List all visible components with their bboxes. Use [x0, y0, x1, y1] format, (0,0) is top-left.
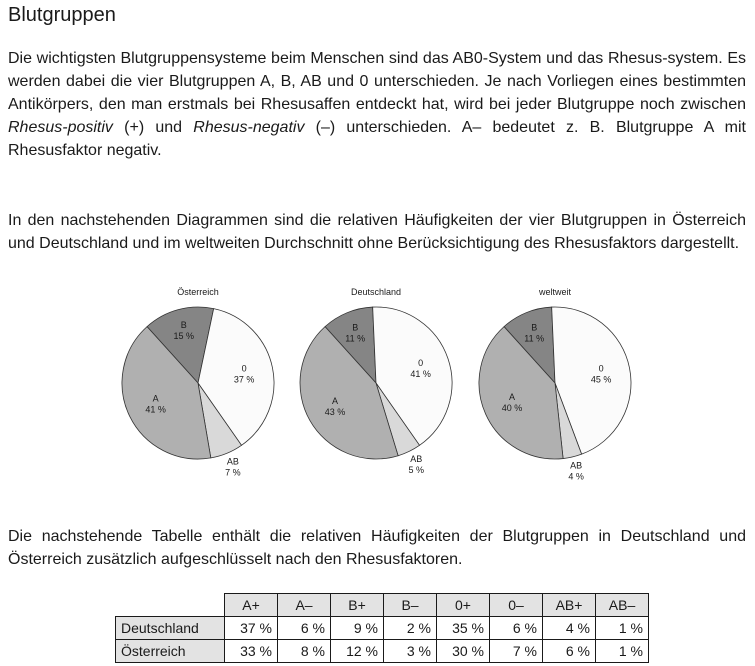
page-title: Blutgruppen [8, 4, 116, 26]
table-row-oesterreich [116, 640, 649, 663]
pie-label-a-österreich: A [152, 393, 159, 404]
pie-label-a-weltweit: A [508, 392, 515, 403]
pie-value-0-österreich: 37 % [233, 374, 255, 385]
pie-value-ab-österreich: 7 % [225, 467, 241, 478]
table-cell: 4 % [543, 617, 596, 640]
table-cell: 9 % [331, 617, 384, 640]
col-header: A+ [225, 594, 278, 617]
pie-charts-area [105, 278, 665, 500]
pie-label-0-deutschland: 0 [418, 357, 424, 368]
pie-value-ab-deutschland: 5 % [408, 464, 424, 475]
pie-value-0-deutschland: 41 % [410, 368, 431, 379]
pie-value-b-weltweit: 11 % [524, 333, 545, 344]
table-cell: 1 % [596, 617, 649, 640]
pie-value-a-deutschland: 43 % [324, 407, 346, 418]
table-cell: 33 % [225, 640, 278, 663]
table-cell: 37 % [225, 617, 278, 640]
intro-italic-rh-positive: Rhesus-positiv [8, 119, 113, 136]
table-row-deutschland [116, 617, 649, 640]
row-label: Österreich [116, 640, 225, 663]
pie-value-a-weltweit: 40 % [501, 403, 523, 414]
table-cell: 12 % [331, 640, 384, 663]
pie-label-ab-weltweit: AB [570, 460, 583, 471]
col-header: B– [384, 594, 437, 617]
pie-title-österreich: Österreich [177, 287, 219, 297]
table-cell: 1 % [596, 640, 649, 663]
table-cell: 2 % [384, 617, 437, 640]
pie-label-b-österreich: B [180, 320, 187, 331]
table-cell: 6 % [490, 617, 543, 640]
intro-paragraph [8, 47, 746, 162]
rhesus-table [115, 593, 649, 663]
table-cell: 30 % [437, 640, 490, 663]
intro-italic-rh-negative: Rhesus-negativ [193, 119, 305, 136]
row-label: Deutschland [116, 617, 225, 640]
pie-value-b-deutschland: 11 % [345, 333, 366, 344]
col-header: AB– [596, 594, 649, 617]
table-cell: 8 % [278, 640, 331, 663]
pie-label-a-deutschland: A [331, 396, 339, 407]
intro-text-2: (+) und [112, 119, 194, 136]
pie-value-b-österreich: 15 % [173, 331, 194, 342]
pie-value-a-österreich: 41 % [145, 404, 166, 415]
pie-label-b-weltweit: B [531, 322, 538, 333]
table-corner-cell [116, 594, 225, 617]
col-header: B+ [331, 594, 384, 617]
table-cell: 7 % [490, 640, 543, 663]
pie-label-ab-österreich: AB [226, 456, 239, 467]
pie-label-0-österreich: 0 [241, 363, 247, 374]
table-header-row [116, 594, 649, 617]
pie-charts-svg [105, 278, 665, 500]
pie-title-deutschland: Deutschland [350, 287, 402, 297]
pie-label-b-deutschland: B [352, 322, 359, 333]
table-cell: 6 % [278, 617, 331, 640]
table-cell: 35 % [437, 617, 490, 640]
pie-title-weltweit: weltweit [538, 287, 572, 297]
pie-label-ab-deutschland: AB [410, 453, 423, 464]
table-description-paragraph: Die nachstehende Tabelle enthält die relativen Häufigkeiten der Blutgruppen in Deutschland und Österreich zusätzlich aufgeschlüsselt nach den Rhesusfaktoren. [8, 528, 746, 568]
col-header: 0– [490, 594, 543, 617]
diagram-description-paragraph: In den nachstehenden Diagrammen sind die relativen Häufigkeiten der vier Blutgruppen in Österreich und Deutschland und im weltweiten Durchschnitt ohne Berücksichtigung des Rhesusfaktors dargestellt. [8, 212, 746, 252]
table-cell: 6 % [543, 640, 596, 663]
pie-value-ab-weltweit: 4 % [568, 471, 584, 482]
table-cell: 3 % [384, 640, 437, 663]
intro-text-3: (–) unterschieden. A– bedeutet z. B. Blutgruppe A mit Rhesusfaktor negativ. [8, 119, 746, 159]
pie-value-0-weltweit: 45 % [590, 374, 612, 385]
intro-text-1: Die wichtigsten Blutgruppensysteme beim Menschen sind das AB0-System und das Rhesus-system. Es werden dabei die vier Blutgruppen A, B, AB und 0 unterschieden. Je nach Vorliegen eines bestimmten Antikörpers, den man erstmals bei Rhesusaffen entdeckt hat, wird bei jeder Blutgruppe noch zwischen [8, 50, 746, 113]
pie-label-0-weltweit: 0 [598, 363, 604, 374]
col-header: A– [278, 594, 331, 617]
col-header: 0+ [437, 594, 490, 617]
col-header: AB+ [543, 594, 596, 617]
